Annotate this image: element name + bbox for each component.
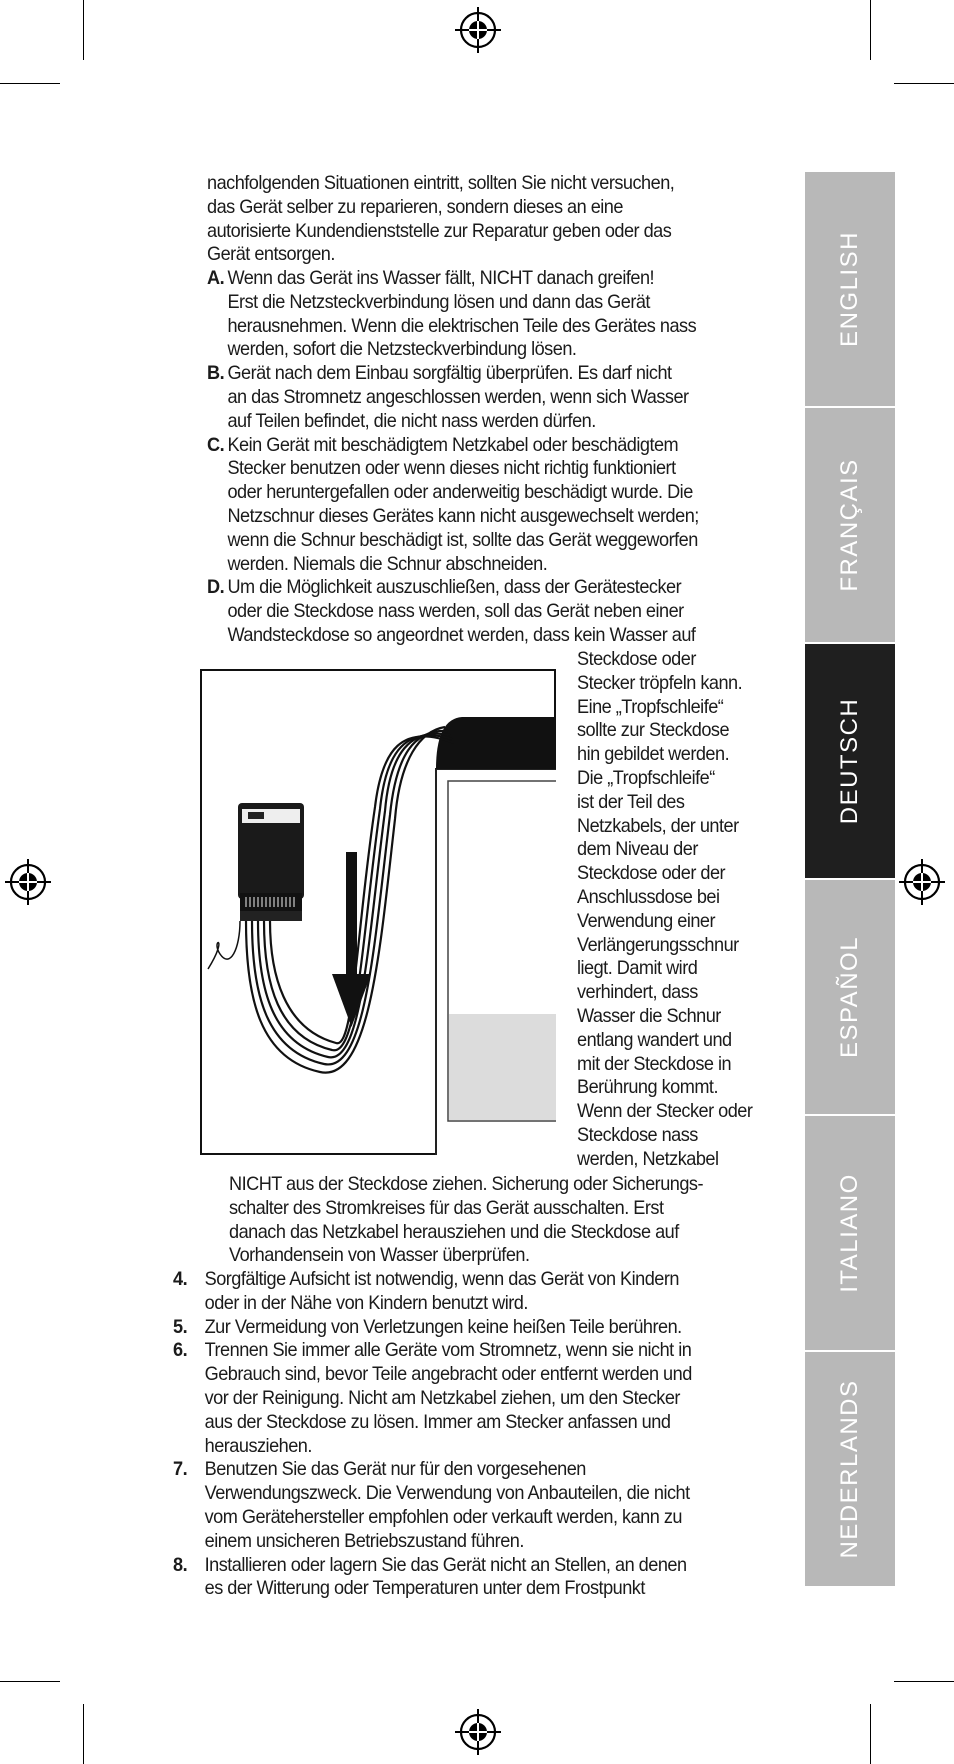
text-line: Stecker tröpfeln kann.	[577, 671, 743, 694]
list-marker: 4.	[173, 1268, 188, 1290]
text-line: oder heruntergefallen oder anderweitig beschädigt wurde. Die	[227, 481, 693, 504]
text-line: Steckdose oder der	[577, 862, 726, 885]
text-line: Gerät entsorgen.	[207, 243, 335, 266]
tab-label: ENGLISH	[836, 231, 863, 347]
crop-mark	[870, 0, 871, 60]
crop-mark	[0, 83, 60, 84]
tab-label: DEUTSCH	[836, 697, 863, 825]
arrow-down-icon	[346, 852, 357, 982]
text-line: Installieren oder lagern Sie das Gerät nicht an Stellen, an denen	[204, 1553, 687, 1576]
text-line: Trennen Sie immer alle Geräte vom Stromnetz, wenn sie nicht in	[204, 1339, 692, 1362]
text-line: auf Teilen befindet, die nicht nass werden dürfen.	[227, 409, 596, 432]
tab-deutsch[interactable]	[805, 644, 895, 880]
text-line: Zur Vermeidung von Verletzungen keine heißen Teile berühren.	[204, 1315, 682, 1338]
list-marker: 6.	[173, 1339, 188, 1362]
text-line: werden, Netzkabel	[577, 1147, 719, 1170]
text-line: herausziehen.	[204, 1434, 312, 1457]
text-line: Netzschnur dieses Gerätes kann nicht ausgewechselt werden;	[227, 504, 699, 527]
numbered-list	[173, 1268, 692, 1601]
crop-mark	[870, 1704, 871, 1764]
text-line: aus der Steckdose zu lösen. Immer am Stecker anfassen und	[204, 1410, 671, 1433]
text-line: es der Witterung oder Temperaturen unter dem Frostpunkt	[204, 1577, 645, 1600]
language-tabs	[805, 172, 895, 1588]
text-line: Anschlussdose bei	[577, 885, 720, 908]
text-line: Um die Möglichkeit auszuschließen, dass der Gerätestecker	[227, 576, 682, 599]
text-line: verhindert, dass	[577, 981, 698, 1004]
list-marker: D.	[207, 576, 225, 599]
drip-loop-illustration	[200, 669, 556, 1155]
text-line: werden. Niemals die Schnur abschneiden.	[227, 552, 548, 575]
list-item-4	[173, 1268, 692, 1316]
text-line: Kein Gerät mit beschädigtem Netzkabel oder beschädigtem	[227, 433, 679, 456]
text-line: herausnehmen. Wenn die elektrischen Teile des Gerätes nass	[227, 314, 697, 337]
intro-paragraph	[207, 172, 674, 267]
text-line: dem Niveau der	[577, 838, 698, 861]
list-marker: 8.	[173, 1553, 188, 1576]
tab-nederlands[interactable]	[805, 1352, 895, 1588]
text-line: vor der Reinigung. Nicht am Netzkabel ziehen, um den Stecker	[204, 1386, 680, 1409]
text-line: Die „Tropfschleife“	[577, 766, 715, 789]
text-line: nachfolgenden Situationen eintritt, sollten Sie nicht versuchen,	[207, 172, 675, 194]
crop-mark	[894, 83, 954, 84]
text-line: wenn die Schnur beschädigt ist, sollte das Gerät weggeworfen	[227, 528, 698, 551]
side-text	[577, 648, 752, 1172]
aquarium-water	[449, 1014, 556, 1120]
tab-label: ESPAÑOL	[836, 935, 863, 1059]
crop-mark	[894, 1681, 954, 1682]
text-line: Berührung kommt.	[577, 1076, 718, 1099]
list-item-7	[173, 1458, 692, 1553]
text-line: Wasser die Schnur	[577, 1004, 721, 1027]
registration-mark-icon	[454, 6, 502, 54]
text-line: Verwendungszweck. Die Verwendung von Anbauteilen, die nicht	[204, 1482, 690, 1505]
text-line: liegt. Damit wird	[577, 957, 698, 980]
text-line: Benutzen Sie das Gerät nur für den vorgesehenen	[204, 1458, 586, 1481]
list-marker: 7.	[173, 1458, 188, 1481]
tab-italiano[interactable]	[805, 1116, 895, 1352]
text-line: Steckdose oder	[577, 648, 696, 670]
text-line: Wenn das Gerät ins Wasser fällt, NICHT danach greifen!	[227, 267, 655, 289]
text-line: Verlängerungsschnur	[577, 933, 739, 956]
text-line: hin gebildet werden.	[577, 743, 730, 766]
text-line: Gebrauch sind, bevor Teile angebracht oder entfernt werden und	[204, 1363, 692, 1386]
text-line: schalter des Stromkreises für das Gerät ausschalten. Erst	[229, 1196, 664, 1219]
registration-mark-icon	[4, 858, 52, 906]
list-item-d	[207, 576, 699, 647]
list-item-5	[173, 1316, 692, 1340]
text-line: Sorgfältige Aufsicht ist notwendig, wenn das Gerät von Kindern	[204, 1268, 679, 1290]
list-marker: 5.	[173, 1315, 188, 1338]
text-line: mit der Steckdose in	[577, 1052, 732, 1075]
text-line: danach das Netzkabel herausziehen und die Steckdose auf	[229, 1220, 679, 1243]
crop-mark	[83, 0, 84, 60]
text-line: oder in der Nähe von Kindern benutzt wird.	[204, 1291, 528, 1314]
list-item-a	[207, 267, 699, 362]
text-line: werden, sofort die Netzsteckverbindung lösen.	[227, 338, 577, 361]
continuation-paragraph	[229, 1173, 703, 1268]
registration-mark-icon	[898, 858, 946, 906]
text-line: an das Stromnetz angeschlossen werden, wenn sich Wasser	[227, 385, 689, 408]
tab-english[interactable]	[805, 172, 895, 408]
tab-francais[interactable]	[805, 408, 895, 644]
text-line: Eine „Tropfschleife“	[577, 695, 724, 718]
tab-espanol[interactable]	[805, 880, 895, 1116]
text-line: oder die Steckdose nass werden, soll das Gerät neben einer	[227, 600, 684, 623]
lettered-list	[207, 267, 699, 648]
text-line: autorisierte Kundendienststelle zur Reparatur geben oder das	[207, 219, 672, 242]
list-marker: B.	[207, 362, 225, 385]
text-line: Verwendung einer	[577, 909, 716, 932]
text-line: entlang wandert und	[577, 1028, 732, 1051]
crop-mark	[0, 1681, 60, 1682]
text-line: sollte zur Steckdose	[577, 719, 730, 742]
tab-label: NEDERLANDS	[836, 1379, 863, 1559]
text-line: Gerät nach dem Einbau sorgfältig überprüfen. Es darf nicht	[227, 362, 672, 385]
text-line: Vorhandensein von Wasser überprüfen.	[229, 1244, 530, 1267]
text-line: Erst die Netzsteckverbindung lösen und dann das Gerät	[227, 290, 650, 313]
text-line: ist der Teil des	[577, 790, 685, 813]
text-line: Wandsteckdose so angeordnet werden, dass kein Wasser auf	[227, 623, 696, 646]
list-item-6	[173, 1339, 692, 1458]
list-item-8	[173, 1554, 692, 1602]
list-marker: A.	[207, 267, 225, 289]
tab-label: ITALIANO	[836, 1173, 863, 1293]
text-line: NICHT aus der Steckdose ziehen. Sicherung oder Sicherungs-	[229, 1173, 704, 1195]
text-line: Wenn der Stecker oder	[577, 1100, 753, 1123]
text-line: Netzkabels, der unter	[577, 814, 739, 837]
tab-label: FRANÇAIS	[836, 458, 863, 592]
list-item-b	[207, 362, 699, 433]
text-line: einem unsicheren Betriebszustand führen.	[204, 1529, 524, 1552]
text-line: Steckdose nass	[577, 1123, 698, 1146]
list-item-c	[207, 434, 699, 577]
crop-mark	[83, 1704, 84, 1764]
registration-mark-icon	[454, 1708, 502, 1756]
text-line: vom Gerätehersteller empfohlen oder verkauft werden, kann zu	[204, 1505, 682, 1528]
text-line: das Gerät selber zu reparieren, sondern dieses an eine	[207, 195, 623, 218]
text-line: Stecker benutzen oder wenn dieses nicht richtig funktioniert	[227, 457, 676, 480]
list-marker: C.	[207, 433, 225, 456]
